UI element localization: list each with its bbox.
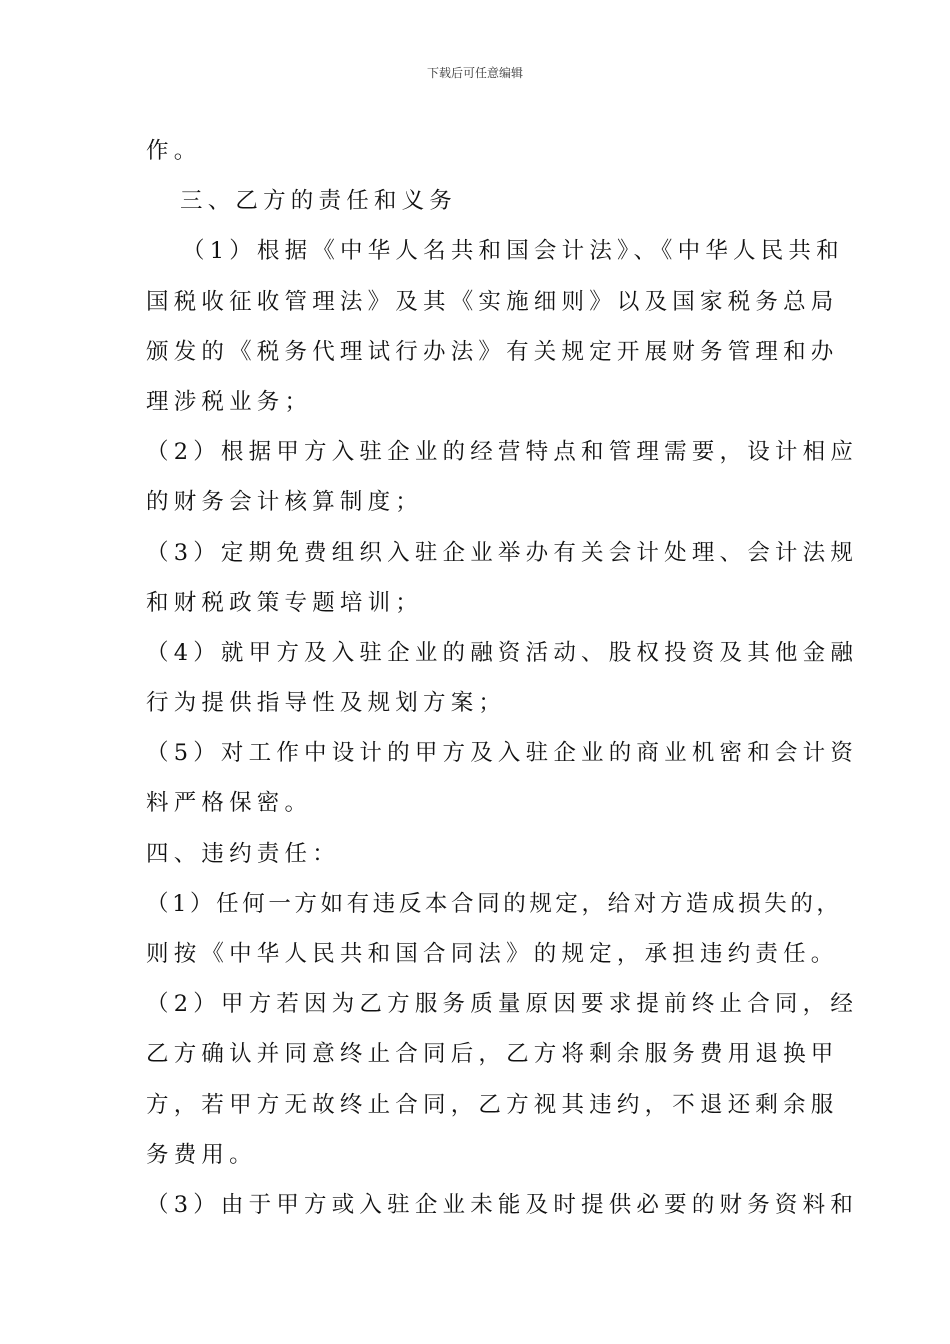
body-line: 国税收征收管理法》及其《实施细则》以及国家税务总局 xyxy=(146,288,839,315)
body-line: 务费用。 xyxy=(146,1141,257,1168)
body-line: 行为提供指导性及规划方案； xyxy=(146,690,507,717)
body-line: （1）根据《中华人名共和国会计法》、《中华人民共和 xyxy=(182,238,844,265)
body-line: （3）由于甲方或入驻企业未能及时提供必要的财务资料和 xyxy=(146,1191,859,1218)
body-line: 的财务会计核算制度； xyxy=(146,489,424,516)
body-line: （2）甲方若因为乙方服务质量原因要求提前终止合同，经 xyxy=(146,991,859,1018)
section-heading: 四、违约责任： xyxy=(146,840,340,867)
section-heading: 三、乙方的责任和义务 xyxy=(180,188,458,215)
body-line: 理涉税业务； xyxy=(146,388,313,415)
body-line: 和财税政策专题培训； xyxy=(146,589,424,616)
body-line: 方，若甲方无故终止合同，乙方视其违约，不退还剩余服 xyxy=(146,1091,839,1118)
body-line: （5）对工作中设计的甲方及入驻企业的商业机密和会计资 xyxy=(146,740,859,767)
body-line: （2）根据甲方入驻企业的经营特点和管理需要，设计相应 xyxy=(146,439,859,466)
body-line: （3）定期免费组织入驻企业举办有关会计处理、会计法规 xyxy=(146,539,859,566)
page-header: 下载后可任意编辑 xyxy=(426,66,523,80)
body-line: 乙方确认并同意终止合同后，乙方将剩余服务费用退换甲 xyxy=(146,1041,839,1068)
body-line: 作。 xyxy=(146,138,202,164)
document-body xyxy=(146,126,859,1230)
body-line: 颁发的《税务代理试行办法》有关规定开展财务管理和办 xyxy=(146,338,839,365)
body-line: （4）就甲方及入驻企业的融资活动、股权投资及其他金融 xyxy=(146,639,859,666)
body-line: 则按《中华人民共和国合同法》的规定，承担违约责任。 xyxy=(146,941,839,967)
body-line: 料严格保密。 xyxy=(146,790,313,817)
body-line: （1）任何一方如有违反本合同的规定，给对方造成损失的， xyxy=(146,890,843,917)
